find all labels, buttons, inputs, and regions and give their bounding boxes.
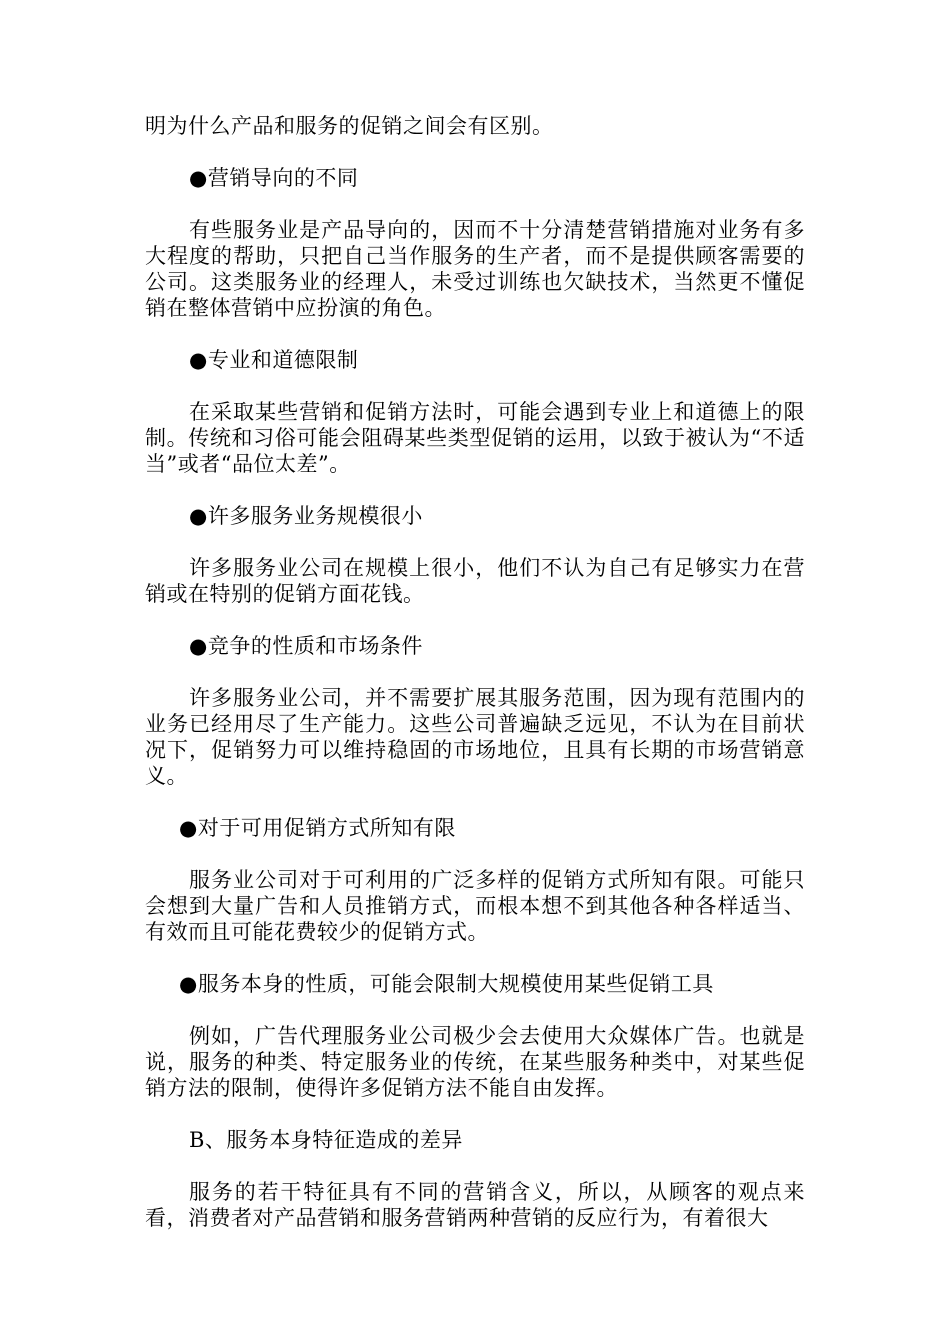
- heading-service-characteristics: B、服务本身特征造成的差异: [189, 1128, 463, 1152]
- paragraph-marketing-orientation: 有些服务业是产品导向的，因而不十分清楚营销措施对业务有多大程度的帮助，只把自己当作服务的生产者，而不是提供顾客需要的公司。这类服务业的经理人，未受过训练也欠缺技术，当然更不懂促销在整体营销中应扮演的角色。: [145, 218, 805, 320]
- paragraph-small-scale: 许多服务业公司在规模上很小，他们不认为自己有足够实力在营销或在特别的促销方面花钱。: [145, 556, 805, 606]
- heading-marketing-orientation: ●营销导向的不同: [189, 166, 359, 190]
- heading-limited-knowledge: ●对于可用促销方式所知有限: [179, 816, 456, 840]
- document-page: [145, 113, 805, 1231]
- paragraph-service-nature: 例如，广告代理服务业公司极少会去使用大众媒体广告。也就是说，服务的种类、特定服务业的传统，在某些服务种类中，对某些促销方法的限制，使得许多促销方法不能自由发挥。: [145, 1024, 805, 1100]
- paragraph-limited-knowledge: 服务业公司对于可利用的广泛多样的促销方式所知有限。可能只会想到大量广告和人员推销方式，而根本想不到其他各种各样适当、有效而且可能花费较少的促销方式。: [145, 868, 805, 944]
- paragraph-professional-ethics: 在采取某些营销和促销方法时，可能会遇到专业上和道德上的限制。传统和习俗可能会阻碍某些类型促销的运用，以致于被认为“不适当”或者“品位太差”。: [145, 400, 805, 476]
- paragraph-service-characteristics: 服务的若干特征具有不同的营销含义，所以，从顾客的观点来看，消费者对产品营销和服务营销两种营销的反应行为，有着很大: [145, 1180, 805, 1230]
- paragraph-intro-tail: 明为什么产品和服务的促销之间会有区别。: [145, 114, 554, 138]
- heading-competition-market: ●竞争的性质和市场条件: [189, 634, 423, 658]
- heading-professional-ethics: ●专业和道德限制: [189, 348, 359, 372]
- heading-small-scale: ●许多服务业务规模很小: [189, 504, 423, 528]
- paragraph-competition-market: 许多服务业公司，并不需要扩展其服务范围，因为现有范围内的业务已经用尽了生产能力。这些公司普遍缺乏远见，不认为在目前状况下，促销努力可以维持稳固的市场地位，且具有长期的市场营销意义。: [145, 686, 805, 788]
- heading-service-nature: ●服务本身的性质，可能会限制大规模使用某些促销工具: [179, 972, 714, 996]
